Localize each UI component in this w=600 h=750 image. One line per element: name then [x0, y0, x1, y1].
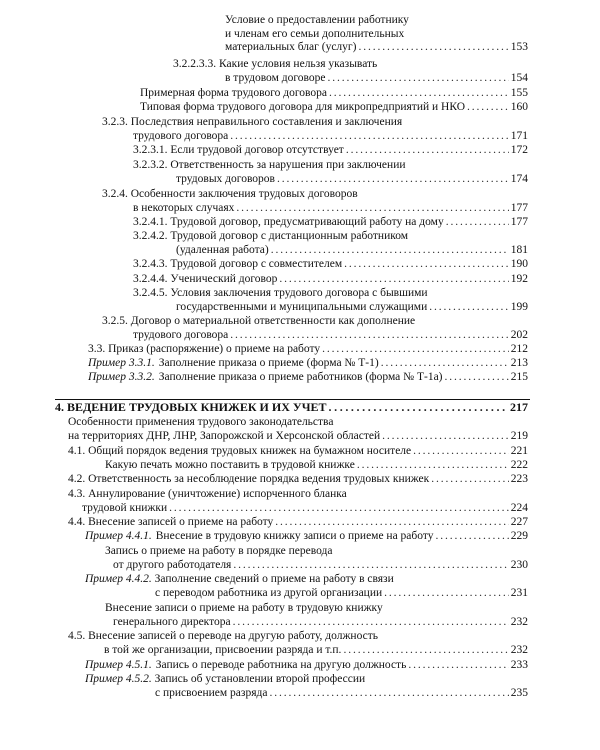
toc-entry	[102, 315, 528, 342]
toc-entry	[88, 357, 528, 371]
toc-entry	[88, 343, 528, 357]
toc-entry	[105, 459, 528, 473]
dot-leader	[327, 72, 508, 86]
toc-entry-title: Запись об установлении второй профессии	[154, 673, 366, 685]
example-label: Пример 4.5.2.	[85, 673, 152, 685]
toc-entry-title: 3.3. Приказ (распоряжение) о приеме на работу	[88, 343, 321, 355]
toc-page-number: 202	[510, 328, 528, 341]
toc-entry-line	[133, 230, 528, 244]
toc-entry-line: Запись о приеме на работу в порядке перевода	[105, 545, 333, 557]
toc-entry-number: 3.2.5.	[102, 315, 128, 327]
toc-entry-title: в трудовом договоре	[225, 71, 326, 84]
toc-entry-title: 4.1. Общий порядок ведения трудовых книжек на бумажном носителе	[68, 445, 412, 457]
dot-leader	[408, 659, 508, 673]
toc-entry-title: с переводом работника из другой организации	[155, 586, 383, 599]
toc-entry-line	[173, 58, 528, 72]
toc-page-number: 154	[510, 71, 528, 84]
toc-entry	[85, 530, 528, 544]
toc-entry	[68, 488, 528, 515]
toc-entry-title: Внесение в трудовую книжку записи о приеме на работу	[155, 530, 434, 542]
toc-entry-line	[68, 488, 528, 502]
toc-entry-title: в той же организации, присвоении разряда и т.п.	[104, 643, 342, 656]
toc-entry-title: материальных благ (услуг)	[225, 41, 357, 53]
toc-entry-title: на территориях ДНР, ЛНР, Запорожской и Херсонской областей	[68, 429, 381, 442]
dot-leader	[233, 616, 509, 630]
toc-entry-title: Заполнение приказа о приеме (форма № Т-1)	[158, 357, 379, 369]
toc-entry	[85, 573, 528, 600]
toc-entry-title: 3.2.4.3. Трудовой договор с совместителем	[133, 258, 343, 270]
dot-leader	[322, 343, 509, 357]
toc-page-number: 212	[510, 343, 528, 355]
toc-entry-title: с присвоением разряда	[155, 686, 268, 699]
dot-leader	[329, 87, 509, 101]
dot-leader	[269, 687, 508, 701]
toc-entry-title: Аннулирование (уничтожение) испорченного бланка	[88, 488, 347, 500]
toc-entry	[133, 144, 528, 158]
dot-leader	[236, 202, 508, 216]
toc-entry-line	[68, 630, 528, 644]
toc-page-number: 181	[510, 243, 528, 256]
toc-entry	[133, 230, 528, 257]
toc-entry-title: 3.2.3.1. Если трудовой договор отсутствует	[133, 144, 344, 156]
dot-leader	[275, 516, 508, 530]
toc-entry	[133, 273, 528, 287]
toc-page-number: 230	[510, 558, 528, 571]
toc-entry-title: от другого работодателя	[113, 558, 232, 571]
dot-leader	[271, 244, 509, 258]
toc-entry	[68, 445, 528, 459]
dot-leader	[277, 173, 509, 187]
toc-entry-title: Особенности заключения трудовых договоров	[130, 188, 358, 200]
toc-page-number: 232	[510, 643, 528, 656]
toc-entry-number: 3.2.4.	[102, 188, 128, 200]
toc-page-number: 171	[510, 129, 528, 142]
toc-entry	[140, 87, 528, 101]
dot-leader	[279, 273, 508, 287]
dot-leader	[436, 530, 509, 544]
toc-entry	[133, 216, 528, 230]
dot-leader	[230, 329, 508, 343]
toc-page-number: 215	[510, 371, 528, 383]
toc-entry-title: в некоторых случаях	[133, 201, 235, 214]
toc-entry	[85, 673, 528, 700]
dot-leader	[467, 101, 509, 115]
toc-entry	[133, 258, 528, 272]
toc-page-number: 231	[510, 586, 528, 599]
toc-entry-title: Примерная форма трудового договора	[140, 87, 328, 99]
toc-entry-title: трудовой книжки	[82, 501, 168, 514]
dot-leader	[329, 401, 508, 415]
dot-leader	[413, 445, 509, 459]
toc-entry	[85, 659, 528, 673]
toc-entry-title: Заполнение сведений о приеме на работу в связи	[154, 573, 394, 585]
dot-leader	[431, 473, 509, 487]
dot-leader	[445, 371, 509, 385]
toc-entry-title: Заполнение приказа о приеме работников (форма № Т-1а)	[158, 371, 443, 383]
toc-entry	[68, 473, 528, 487]
toc-entry	[173, 58, 528, 85]
toc-entry-title: 4.2. Ответственность за несоблюдение порядка ведения трудовых книжек	[68, 473, 430, 485]
toc-page-number: 227	[510, 516, 528, 528]
toc-page-number: 155	[510, 87, 528, 99]
toc-page-number: 229	[510, 530, 528, 542]
toc-entry-number: 3.2.4.5.	[133, 287, 168, 299]
toc-entry-title: Договор о материальной ответственности как дополнение	[130, 315, 416, 327]
toc-entry	[133, 287, 528, 314]
toc-entry-title: (удаленная работа)	[176, 243, 269, 256]
dot-leader	[381, 357, 509, 371]
toc-entry-title: 3.2.4.1. Трудовой договор, предусматривающий работу на дому	[133, 216, 444, 228]
toc-page-number: 223	[510, 473, 528, 485]
toc-page-number: 172	[510, 144, 528, 156]
dot-leader	[343, 644, 508, 658]
dot-leader	[346, 144, 509, 158]
toc-entry-line: Внесение записи о приеме на работу в трудовую книжку	[105, 602, 383, 614]
toc-entry	[68, 630, 528, 657]
toc-entry-title: трудового договора	[133, 129, 229, 142]
toc-entry-title: Трудовой договор с дистанционным работником	[170, 230, 409, 242]
toc-entry-line	[133, 287, 528, 301]
toc-entry-number: 3.2.3.2.	[133, 159, 168, 171]
example-label: Пример 4.5.1.	[85, 659, 152, 671]
toc-entry	[102, 188, 528, 215]
toc-page-number: 213	[510, 357, 528, 369]
toc-entry-title: 4. ВЕДЕНИЕ ТРУДОВЫХ КНИЖЕК И ИХ УЧЕТ	[55, 400, 327, 414]
toc-entry-title: генерального директора	[113, 615, 231, 628]
toc-entry	[105, 602, 528, 629]
toc-page-number: 190	[510, 258, 528, 270]
toc-entry-title: трудовых договоров	[176, 172, 275, 185]
toc-page-number: 224	[510, 501, 528, 514]
example-label: Пример 3.3.1.	[88, 357, 155, 369]
toc-entry-title: Ответственность за нарушения при заключении	[170, 159, 406, 171]
toc-entry-line: и членам его семьи дополнительных	[225, 27, 405, 40]
toc-page-number: 221	[510, 445, 528, 457]
toc-entry-number: 4.5.	[68, 630, 86, 642]
toc-entry-title: 4.4. Внесение записей о приеме на работу	[68, 516, 274, 528]
toc-entry-line	[133, 159, 528, 173]
toc-entry-title: трудового договора	[133, 328, 229, 341]
toc-entry-title: Запись о переводе работника на другую должность	[155, 659, 407, 671]
toc-entry-line	[102, 116, 528, 130]
toc-page-number: 235	[510, 686, 528, 699]
toc-entry-title: Последствия неправильного составления и заключения	[130, 116, 403, 128]
toc-page-number: 199	[510, 300, 528, 313]
toc-entry	[105, 545, 528, 572]
example-label: Пример 4.4.2.	[85, 573, 152, 585]
example-label: Пример 3.3.2.	[88, 371, 155, 383]
toc-entry-number: 4.3.	[68, 488, 86, 500]
toc-entry-title: государственными и муниципальными служащими	[176, 300, 428, 313]
toc-entry-title: Какую печать можно поставить в трудовой книжке	[105, 459, 355, 471]
toc-page-number: 177	[510, 201, 528, 214]
toc-page-number: 192	[510, 273, 528, 285]
toc-entry-line	[102, 188, 528, 202]
toc-page-number: 153	[510, 41, 528, 53]
toc-entry-number: 3.2.2.3.3.	[173, 58, 217, 70]
dot-leader	[233, 559, 508, 573]
example-label: Пример 4.4.1.	[85, 530, 152, 542]
toc-entry	[68, 416, 528, 443]
chapter-heading	[55, 401, 528, 415]
dot-leader	[384, 587, 509, 601]
toc-page-number: 177	[510, 216, 528, 228]
toc-entry-line: Условие о предоставлении работнику	[225, 14, 409, 26]
toc-entry	[88, 371, 528, 385]
dot-leader	[382, 430, 509, 444]
toc-entry-line	[85, 673, 528, 687]
toc-page-number: 233	[510, 659, 528, 671]
toc-page-number: 160	[510, 101, 528, 113]
toc-page-number: 222	[510, 459, 528, 471]
toc-entry	[133, 159, 528, 186]
toc-entry-line	[85, 573, 528, 587]
toc-entry-line	[102, 315, 528, 329]
dot-leader	[230, 130, 508, 144]
toc-entry	[225, 14, 528, 55]
toc-entry-title: 3.2.4.4. Ученический договор	[133, 273, 278, 285]
toc-entry-number: 3.2.4.2.	[133, 230, 168, 242]
dot-leader	[429, 301, 509, 315]
dot-leader	[357, 459, 509, 473]
dot-leader	[169, 502, 509, 516]
dot-leader	[446, 216, 509, 230]
toc-entry-title: Условия заключения трудового договора с бывшими	[170, 287, 428, 299]
toc-entry	[140, 101, 528, 115]
toc-page-number: 174	[510, 172, 528, 185]
toc-page-number: 217	[510, 400, 528, 414]
dot-leader	[358, 41, 508, 55]
toc-entry-title: Какие условия нельзя указывать	[219, 58, 378, 70]
toc-entry	[68, 516, 528, 530]
toc-page-number: 232	[510, 615, 528, 628]
toc-entry	[102, 116, 528, 143]
toc-entry-line: Особенности применения трудового законодательства	[68, 416, 334, 428]
dot-leader	[344, 258, 509, 272]
toc-entry-number: 3.2.3.	[102, 116, 128, 128]
toc-entry-title: Типовая форма трудового договора для микропредприятий и НКО	[140, 101, 466, 113]
toc-entry-title: Внесение записей о переводе на другую работу, должность	[88, 630, 378, 642]
toc-page-number: 219	[510, 429, 528, 442]
